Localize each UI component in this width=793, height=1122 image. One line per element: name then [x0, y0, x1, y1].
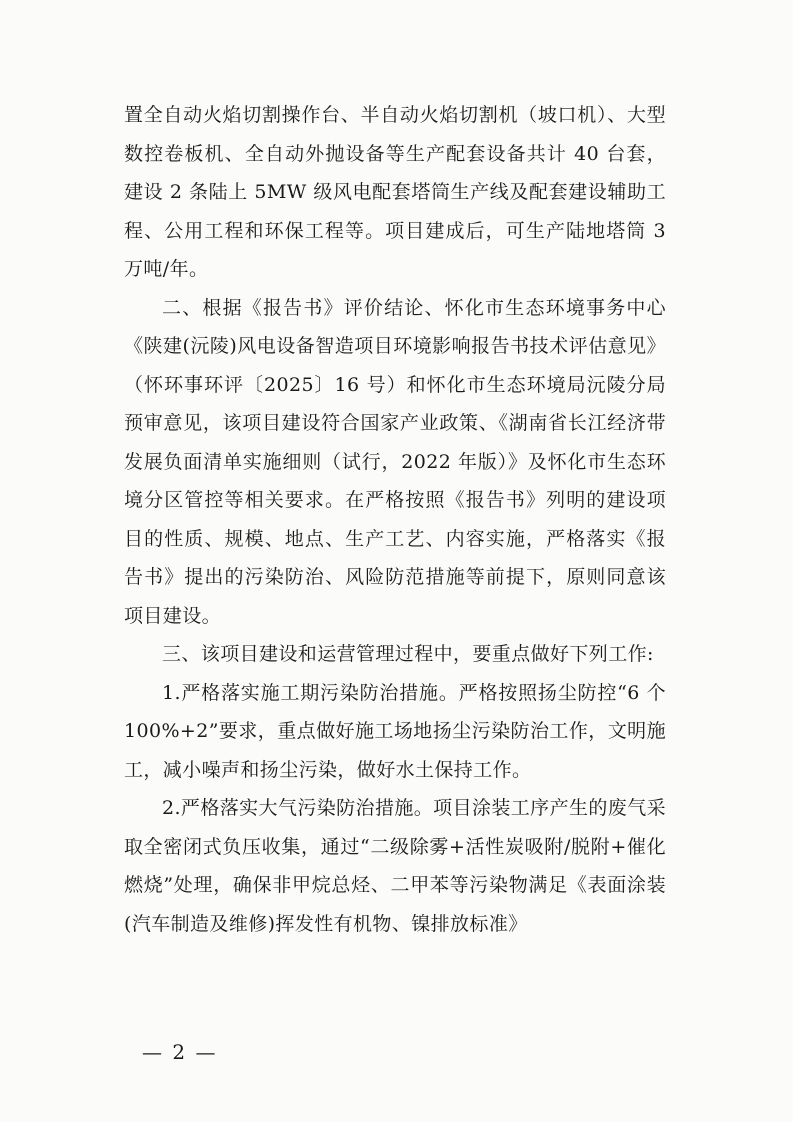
paragraph-continuation: 置全自动火焰切割操作台、半自动火焰切割机（坡口机）、大型数控卷板机、全自动外抛设备等生产配套设备共计 40 台套，建设 2 条陆上 5MW 级风电配套塔筒生产线及配套建设辅助工程、公用工程和环保工程等。项目建成后，可生产陆地塔筒 3 万吨/年。 — [124, 104, 666, 280]
paragraph-section-three: 三、该项目建设和运营管理过程中，要重点做好下列工作: — [162, 643, 654, 665]
paragraph-section-two: 二、根据《报告书》评价结论、怀化市生态环境事务中心《陕建(沅陵)风电设备智造项目环境影响报告书技术评估意见》（怀环事环评〔2025〕16 号）和怀化市生态环境局沅陵分局预审意见，该项目建设符合国家产业政策、《湖南省长江经济带发展负面清单实施细则（试行，2022 年版）》及怀化市生态环境分区管控等相关要求。在严格按照《报告书》列明的建设项目的性质、规模、地点、生产工艺、内容实施，严格落实《报告书》提出的污染防治、风险防范措施等前提下，原则同意该项目建设。 — [124, 296, 666, 627]
page-number: — 2 — — [142, 1040, 218, 1064]
paragraph-item-one: 1.严格落实施工期污染防治措施。严格按照扬尘防控“6 个 100%+2”要求，重点做好施工场地扬尘污染防治工作，文明施工，减小噪声和扬尘污染，做好水土保持工作。 — [124, 681, 666, 781]
paragraph-item-two: 2.严格落实大气污染防治措施。项目涂装工序产生的废气采取全密闭式负压收集，通过“二级除雾+活性炭吸附/脱附+催化燃烧”处理，确保非甲烷总烃、二甲苯等污染物满足《表面涂装(汽车制造及维修)挥发性有机物、镍排放标准》 — [124, 797, 666, 935]
document-body — [124, 96, 666, 943]
